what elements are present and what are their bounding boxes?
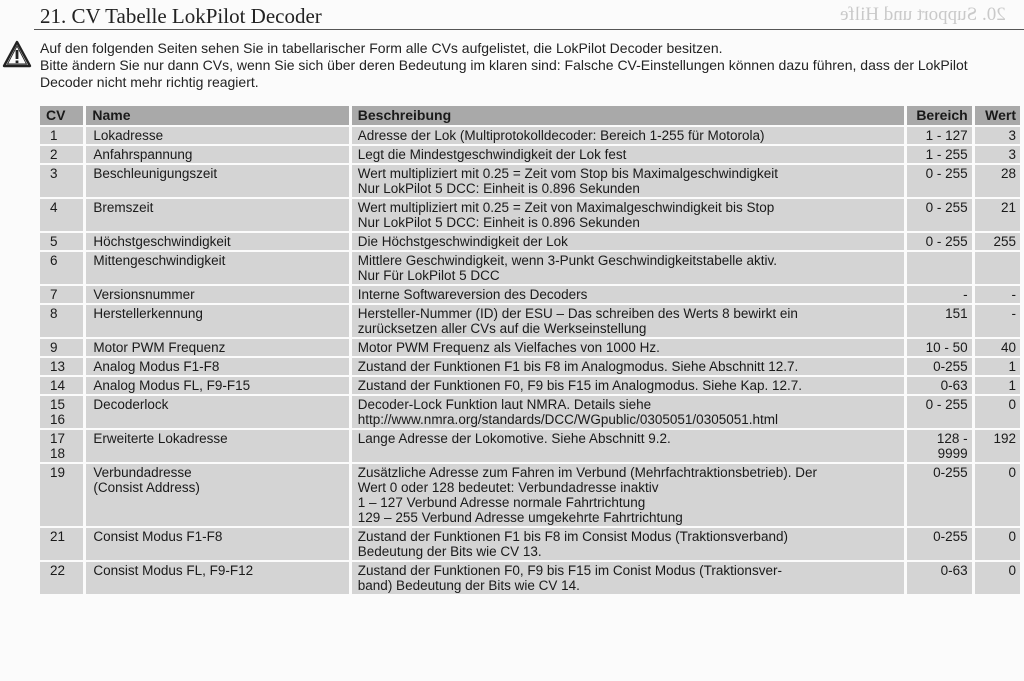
cell-bereich: 0-63 [907,377,975,394]
cell-beschreibung: Legt die Mindestgeschwindigkeit der Lok fest [352,146,907,163]
cell-bereich: 1 - 127 [907,127,975,144]
cell-beschreibung: Wert multipliziert mit 0.25 = Zeit vom Stop bis Maximalgeschwindigkeit Nur LokPilot 5 DCC: Einheit is 0.896 Sekunden [352,165,907,197]
cell-bereich: 1 - 255 [907,146,975,163]
table-row [40,146,1020,163]
table-row [40,305,1020,337]
cell-bereich: 0-255 [907,358,975,375]
table-header-row [40,106,1020,125]
cell-wert: 1 [975,358,1020,375]
cell-bereich: 151 [907,305,975,337]
cell-cv: 17 18 [40,430,86,462]
cell-cv: 21 [40,528,86,560]
cell-cv: 13 [40,358,86,375]
intro-line-2: Bitte ändern Sie nur dann CVs, wenn Sie sich über deren Bedeutung im klaren sind: Falsche CV-Einstellungen können dazu führen, dass der LokPilot Decoder nicht mehr richtig reagiert. [40,57,968,90]
cell-beschreibung: Decoder-Lock Funktion laut NMRA. Details siehe http://www.nmra.org/standards/DCC/WGpublic/0305051/0305051.html [352,396,907,428]
cell-beschreibung: Zustand der Funktionen F0, F9 bis F15 im Conist Modus (Traktionsver- band) Bedeutung der Bits wie CV 14. [352,562,907,594]
table-row [40,286,1020,303]
cell-name: Consist Modus FL, F9-F12 [86,562,351,594]
cell-bereich: 0 - 255 [907,396,975,428]
cell-bereich [907,252,975,284]
cell-cv: 2 [40,146,86,163]
cell-wert: 21 [975,199,1020,231]
cell-beschreibung: Interne Softwareversion des Decoders [352,286,907,303]
cell-beschreibung: Adresse der Lok (Multiprotokolldecoder: Bereich 1-255 für Motorola) [352,127,907,144]
cell-cv: 14 [40,377,86,394]
cell-wert: - [975,286,1020,303]
cell-name: Beschleunigungszeit [86,165,351,197]
cell-name: Herstellerkennung [86,305,351,337]
cell-wert: 3 [975,146,1020,163]
cell-beschreibung: Zustand der Funktionen F1 bis F8 im Analogmodus. Siehe Abschnitt 12.7. [352,358,907,375]
cell-beschreibung: Hersteller-Nummer (ID) der ESU – Das schreiben des Werts 8 bewirkt ein zurücksetzen aller CVs auf die Werkseinstellung [352,305,907,337]
table-body [40,127,1020,594]
cell-beschreibung: Mittlere Geschwindigkeit, wenn 3-Punkt Geschwindigkeitstabelle aktiv. Nur Für LokPilot 5 DCC [352,252,907,284]
cell-bereich: 0 - 255 [907,233,975,250]
cell-beschreibung: Zustand der Funktionen F0, F9 bis F15 im Analogmodus. Siehe Kap. 12.7. [352,377,907,394]
cell-wert: 1 [975,377,1020,394]
table-row [40,430,1020,462]
cell-cv: 6 [40,252,86,284]
header-wert: Wert [975,106,1020,125]
warning-icon [2,40,32,68]
header-cv: CV [40,106,86,125]
cell-beschreibung: Die Höchstgeschwindigkeit der Lok [352,233,907,250]
cell-name: Decoderlock [86,396,351,428]
cell-name: Consist Modus F1-F8 [86,528,351,560]
cell-wert: 0 [975,464,1020,526]
cell-name: Höchstgeschwindigkeit [86,233,351,250]
cell-name: Lokadresse [86,127,351,144]
cell-cv: 1 [40,127,86,144]
bleed-through-text: 20. Support und Hilfe [840,4,1006,25]
cell-cv: 8 [40,305,86,337]
cell-cv: 22 [40,562,86,594]
cell-bereich: 128 - 9999 [907,430,975,462]
cell-wert [975,252,1020,284]
cell-beschreibung: Wert multipliziert mit 0.25 = Zeit von Maximalgeschwindigkeit bis Stop Nur LokPilot 5 DCC: Einheit is 0.896 Sekunden [352,199,907,231]
table-row [40,233,1020,250]
cell-wert: - [975,305,1020,337]
cell-bereich: 0-255 [907,528,975,560]
header-bereich: Bereich [907,106,975,125]
cell-beschreibung: Zustand der Funktionen F1 bis F8 im Consist Modus (Traktionsverband) Bedeutung der Bits wie CV 13. [352,528,907,560]
cell-cv: 7 [40,286,86,303]
cell-wert: 40 [975,339,1020,356]
cell-beschreibung: Motor PWM Frequenz als Vielfaches von 1000 Hz. [352,339,907,356]
cell-name: Bremszeit [86,199,351,231]
table-row [40,199,1020,231]
cell-wert: 255 [975,233,1020,250]
cell-bereich: 0-63 [907,562,975,594]
cell-bereich: 0-255 [907,464,975,526]
table-row [40,528,1020,560]
intro-text [40,40,1020,91]
cell-name: Anfahrspannung [86,146,351,163]
cell-cv: 9 [40,339,86,356]
table-row [40,464,1020,526]
page-title: 21. CV Tabelle LokPilot Decoder [40,4,322,28]
cell-beschreibung: Zusätzliche Adresse zum Fahren im Verbund (Mehrfachtraktionsbetrieb). Der Wert 0 oder 128 bedeutet: Verbundadresse inaktiv 1 – 127 Verbund Adresse normale Fahrtrichtung 129 – 255 Verbund Adresse umgekehrte Fahrtrichtung [352,464,907,526]
table-row [40,396,1020,428]
cell-wert: 192 [975,430,1020,462]
cell-bereich: 0 - 255 [907,199,975,231]
cell-wert: 3 [975,127,1020,144]
intro-line-1: Auf den folgenden Seiten sehen Sie in tabellarischer Form alle CVs aufgelistet, die LokPilot Decoder besitzen. [40,40,723,56]
table-row [40,252,1020,284]
cell-name: Versionsnummer [86,286,351,303]
cell-wert: 28 [975,165,1020,197]
table-row [40,377,1020,394]
table-row [40,127,1020,144]
cell-name: Analog Modus F1-F8 [86,358,351,375]
cell-wert: 0 [975,562,1020,594]
table-row [40,339,1020,356]
cell-beschreibung: Lange Adresse der Lokomotive. Siehe Abschnitt 9.2. [352,430,907,462]
cell-cv: 19 [40,464,86,526]
cell-cv: 3 [40,165,86,197]
cell-name: Mittengeschwindigkeit [86,252,351,284]
table-row [40,358,1020,375]
header-name: Name [86,106,351,125]
cell-bereich: 10 - 50 [907,339,975,356]
cell-name: Analog Modus FL, F9-F15 [86,377,351,394]
header-beschreibung: Beschreibung [352,106,907,125]
cell-name: Motor PWM Frequenz [86,339,351,356]
cell-bereich: 0 - 255 [907,165,975,197]
title-underline [34,29,1024,30]
cell-cv: 5 [40,233,86,250]
cell-name: Erweiterte Lokadresse [86,430,351,462]
cv-table [40,104,1020,596]
table-row [40,562,1020,594]
cell-cv: 4 [40,199,86,231]
table-row [40,165,1020,197]
cell-name: Verbundadresse (Consist Address) [86,464,351,526]
cell-bereich: - [907,286,975,303]
cell-wert: 0 [975,396,1020,428]
cell-wert: 0 [975,528,1020,560]
cell-cv: 15 16 [40,396,86,428]
